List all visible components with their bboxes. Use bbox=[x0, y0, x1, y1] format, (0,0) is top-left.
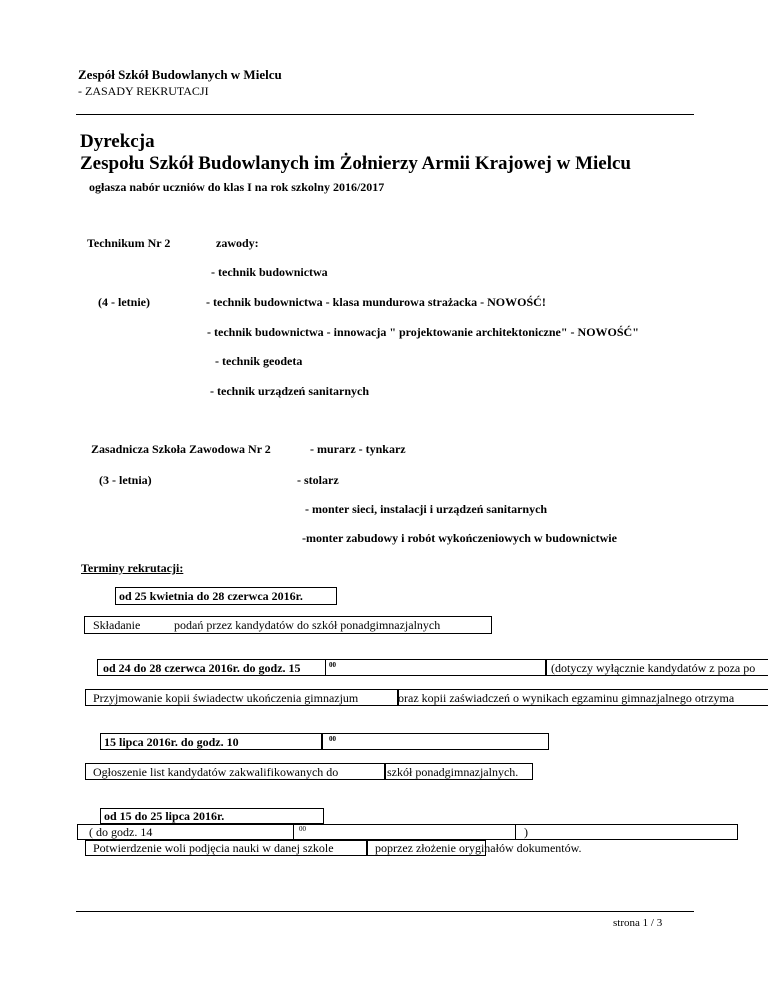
term-desc: Ogłoszenie list kandydatów zakwalifikowanych do bbox=[93, 765, 339, 779]
term-time-superscript: 00 bbox=[299, 825, 306, 833]
term-date: od 24 do 28 czerwca 2016r. do godz. 15 bbox=[103, 661, 301, 675]
term-desc: poprzez złożenie oryginałów dokumentów. bbox=[375, 841, 582, 855]
term-date: od 15 do 25 lipca 2016r. bbox=[104, 809, 225, 823]
term-time-box bbox=[293, 824, 516, 840]
announcement: ogłasza nabór uczniów do klas I na rok szkolny 2016/2017 bbox=[89, 180, 385, 194]
term-date: 15 lipca 2016r. do godz. 10 bbox=[104, 735, 239, 749]
title-line1: Dyrekcja bbox=[80, 131, 155, 152]
document-subtitle: - ZASADY REKRUTACJI bbox=[78, 84, 209, 98]
profession-item: - technik urządzeń sanitarnych bbox=[210, 384, 369, 398]
zsz-duration: (3 - letnia) bbox=[99, 473, 152, 487]
professions-label: zawody: bbox=[216, 236, 259, 250]
profession-item: - technik budownictwa - innowacja " projektowanie architektoniczne" - NOWOŚĆ" bbox=[207, 325, 639, 339]
term-time-box bbox=[325, 659, 546, 676]
term-desc: Potwierdzenie woli podjęcia nauki w danej szkole bbox=[93, 841, 334, 855]
term-desc: podań przez kandydatów do szkół ponadgimnazjalnych bbox=[174, 618, 441, 632]
terms-heading: Terminy rekrutacji: bbox=[81, 561, 184, 575]
profession-item: -monter zabudowy i robót wykończeniowych w budownictwie bbox=[302, 531, 617, 545]
term-time-superscript: 00 bbox=[329, 661, 336, 669]
technikum-duration: (4 - letnie) bbox=[98, 295, 150, 309]
term-desc: szkół ponadgimnazjalnych. bbox=[387, 765, 519, 779]
header-divider bbox=[76, 114, 694, 115]
term-desc: Przyjmowanie kopii świadectw ukończenia gimnazjum bbox=[93, 691, 359, 705]
profession-item: - technik budownictwa bbox=[211, 265, 328, 279]
zsz-name: Zasadnicza Szkoła Zawodowa Nr 2 bbox=[91, 442, 271, 456]
title-line2: Zespołu Szkół Budowlanych im Żołnierzy Armii Krajowej w Mielcu bbox=[80, 153, 631, 174]
term-time-open: ( do godz. 14 bbox=[89, 825, 153, 839]
term-note: (dotyczy wyłącznie kandydatów z poza po bbox=[551, 661, 756, 675]
profession-item: - murarz - tynkarz bbox=[310, 442, 406, 456]
term-desc: Składanie bbox=[93, 618, 141, 632]
term-time-superscript: 00 bbox=[329, 735, 336, 743]
page-number: strona 1 / 3 bbox=[613, 917, 663, 929]
term-date: od 25 kwietnia do 28 czerwca 2016r. bbox=[119, 589, 303, 603]
profession-item: - technik geodeta bbox=[215, 354, 303, 368]
profession-item: - stolarz bbox=[297, 473, 339, 487]
technikum-name: Technikum Nr 2 bbox=[87, 236, 171, 250]
profession-item: - technik budownictwa - klasa mundurowa strażacka - NOWOŚĆ! bbox=[206, 295, 546, 309]
footer-divider bbox=[76, 911, 694, 912]
term-time-box bbox=[322, 733, 549, 750]
profession-item: - monter sieci, instalacji i urządzeń sanitarnych bbox=[305, 502, 548, 516]
term-time-close: ) bbox=[524, 825, 528, 839]
term-desc: oraz kopii zaświadczeń o wynikach egzaminu gimnazjalnego otrzyma bbox=[398, 691, 735, 705]
school-name: Zespół Szkół Budowlanych w Mielcu bbox=[78, 67, 282, 82]
